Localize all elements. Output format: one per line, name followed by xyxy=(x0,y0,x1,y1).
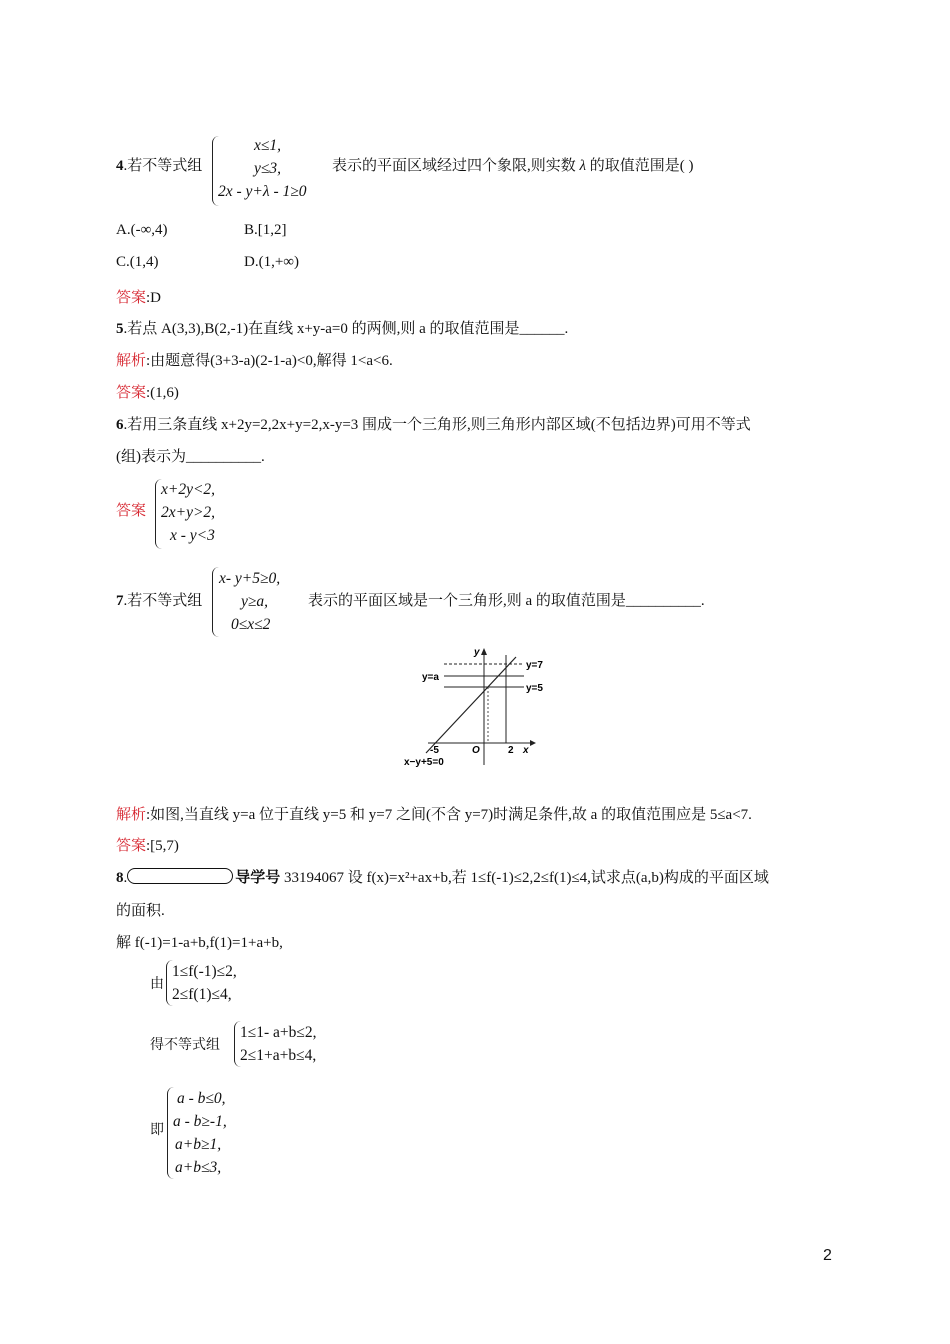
q4-text-b: 的取值范围是( ) xyxy=(586,158,694,174)
label-y: y xyxy=(474,647,480,658)
q5-analysis xyxy=(116,349,393,370)
q6-ineq-1: x+2y<2, xyxy=(161,481,216,498)
q8-get-ineq-1: 1≤1- a+b≤2, xyxy=(240,1024,317,1041)
q6-ineq-3: x - y<3 xyxy=(170,527,215,544)
label-y7: y=7 xyxy=(526,660,543,671)
q7-lead: .若不等式组 xyxy=(123,593,203,609)
q7-answer xyxy=(116,834,179,855)
label-2: 2 xyxy=(508,745,514,756)
q6-ineq-2: 2x+y>2, xyxy=(161,504,216,521)
q7-stem xyxy=(116,589,202,610)
q8-guide-pill xyxy=(127,868,233,884)
q7-analysis xyxy=(116,803,752,824)
label-y5: y=5 xyxy=(526,683,543,694)
q7-ineq-1: x- y+5≥0, xyxy=(219,570,281,587)
q4-stem xyxy=(116,154,202,175)
q8-ie-label: 即 xyxy=(150,1123,164,1138)
q8-get-ineq-2: 2≤1+a+b≤4, xyxy=(240,1047,317,1064)
q8-stem: 8. 导学号 33194067 设 f(x)=x²+ax+b,若 1≤f(-1)≤2,2≤f(1)≤4,试求点(a,b)构成的平面区域 xyxy=(116,870,769,886)
line-x-y-5 xyxy=(426,657,516,753)
label-line-eq: x−y+5=0 xyxy=(404,757,444,768)
q4-number: 4 xyxy=(116,158,124,174)
q5-analysis-text: :由题意得(3+3-a)(2-1-a)<0,解得 1<a<6. xyxy=(146,353,393,369)
q8-by-system xyxy=(172,960,237,1006)
x-axis-arrow xyxy=(530,740,536,746)
q4-ineq-2: y≤3, xyxy=(254,160,282,177)
q5-number: 5 xyxy=(116,321,124,337)
q4-question xyxy=(332,154,694,175)
q4-answer xyxy=(116,286,161,307)
q8-by-ineq-1: 1≤f(-1)≤2, xyxy=(172,963,237,980)
q8-text: 33194067 设 f(x)=x²+ax+b,若 1≤f(-1)≤2,2≤f(1)≤4,试求点(a,b)构成的平面区域 xyxy=(280,870,769,886)
q5-stem xyxy=(116,317,568,338)
q7-answer-value: :[5,7) xyxy=(146,838,179,854)
q6-stem xyxy=(116,413,751,434)
q4-answer-value: :D xyxy=(146,290,162,306)
label-minus5: -5 xyxy=(430,745,439,756)
q8-ie-ineq-1: a - b≤0, xyxy=(177,1090,226,1107)
q7-figure xyxy=(400,645,560,770)
q8-by-ineq-2: 2≤f(1)≤4, xyxy=(172,986,232,1003)
q7-system xyxy=(219,567,280,636)
y-axis-arrow xyxy=(481,648,487,655)
q8-number: 8 xyxy=(116,870,124,886)
q4-answer-label: 答案 xyxy=(116,290,147,306)
q7-ineq-2: y≥a, xyxy=(241,593,269,610)
q4-option-d: D.(1,+∞) xyxy=(244,254,299,270)
q4-system xyxy=(218,134,307,203)
q7-brace xyxy=(212,567,219,637)
q7-analysis-text: :如图,当直线 y=a 位于直线 y=5 和 y=7 之间(不含 y=7)时满足条件,故 a 的取值范围应是 5≤a<7. xyxy=(146,807,752,823)
q4-ineq-1: x≤1, xyxy=(254,137,282,154)
q4-lead: .若不等式组 xyxy=(123,158,203,174)
q8-guide-label: 导学号 xyxy=(235,870,281,886)
q4-option-b: B.[1,2] xyxy=(244,222,287,238)
q4-option-a: A.(-∞,4) xyxy=(116,222,168,238)
q6-answer-label: 答案 xyxy=(116,503,147,519)
q8-solution-line: 解 f(-1)=1-a+b,f(1)=1+a+b, xyxy=(116,935,283,951)
q8-text-2: 的面积. xyxy=(116,903,165,919)
q4-option-c: C.(1,4) xyxy=(116,254,159,270)
q8-by-label: 由 xyxy=(150,977,164,992)
q5-answer-label: 答案 xyxy=(116,385,147,401)
q5-answer-value: :(1,6) xyxy=(146,385,179,401)
q7-answer-label: 答案 xyxy=(116,838,147,854)
q5-analysis-label: 解析 xyxy=(116,353,147,369)
q8-get-system xyxy=(240,1021,317,1067)
q7-ineq-3: 0≤x≤2 xyxy=(231,616,271,633)
q7-question: 表示的平面区域是一个三角形,则 a 的取值范围是__________. xyxy=(308,593,705,609)
q8-get-label: 得不等式组 xyxy=(150,1038,220,1053)
q6-number: 6 xyxy=(116,417,124,433)
q5-text: .若点 A(3,3),B(2,-1)在直线 x+y-a=0 的两侧,则 a 的取值范围是______. xyxy=(123,321,569,337)
q7-number: 7 xyxy=(116,593,124,609)
q6-text-2: (组)表示为__________. xyxy=(116,449,265,465)
q8-ie-ineq-2: a - b≥-1, xyxy=(173,1113,227,1130)
q4-text-a: 表示的平面区域经过四个象限,则实数 xyxy=(332,158,580,174)
label-ya: y=a xyxy=(422,672,439,683)
q8-ie-ineq-3: a+b≥1, xyxy=(175,1136,222,1153)
q7-analysis-label: 解析 xyxy=(116,807,147,823)
q6-text-1: .若用三条直线 x+2y=2,2x+y=2,x-y=3 围成一个三角形,则三角形内部区域(不包括边界)可用不等式 xyxy=(123,417,751,433)
q4-lambda: λ xyxy=(579,158,587,174)
label-x: x xyxy=(523,745,529,756)
q8-ie-ineq-4: a+b≤3, xyxy=(175,1159,222,1176)
q8-ie-system xyxy=(173,1087,227,1179)
page-number: 2 xyxy=(823,1247,832,1264)
q4-ineq-3: 2x - y+λ - 1≥0 xyxy=(218,183,307,200)
q6-answer-system xyxy=(161,478,215,547)
label-origin: O xyxy=(472,745,480,756)
q5-answer xyxy=(116,381,179,402)
